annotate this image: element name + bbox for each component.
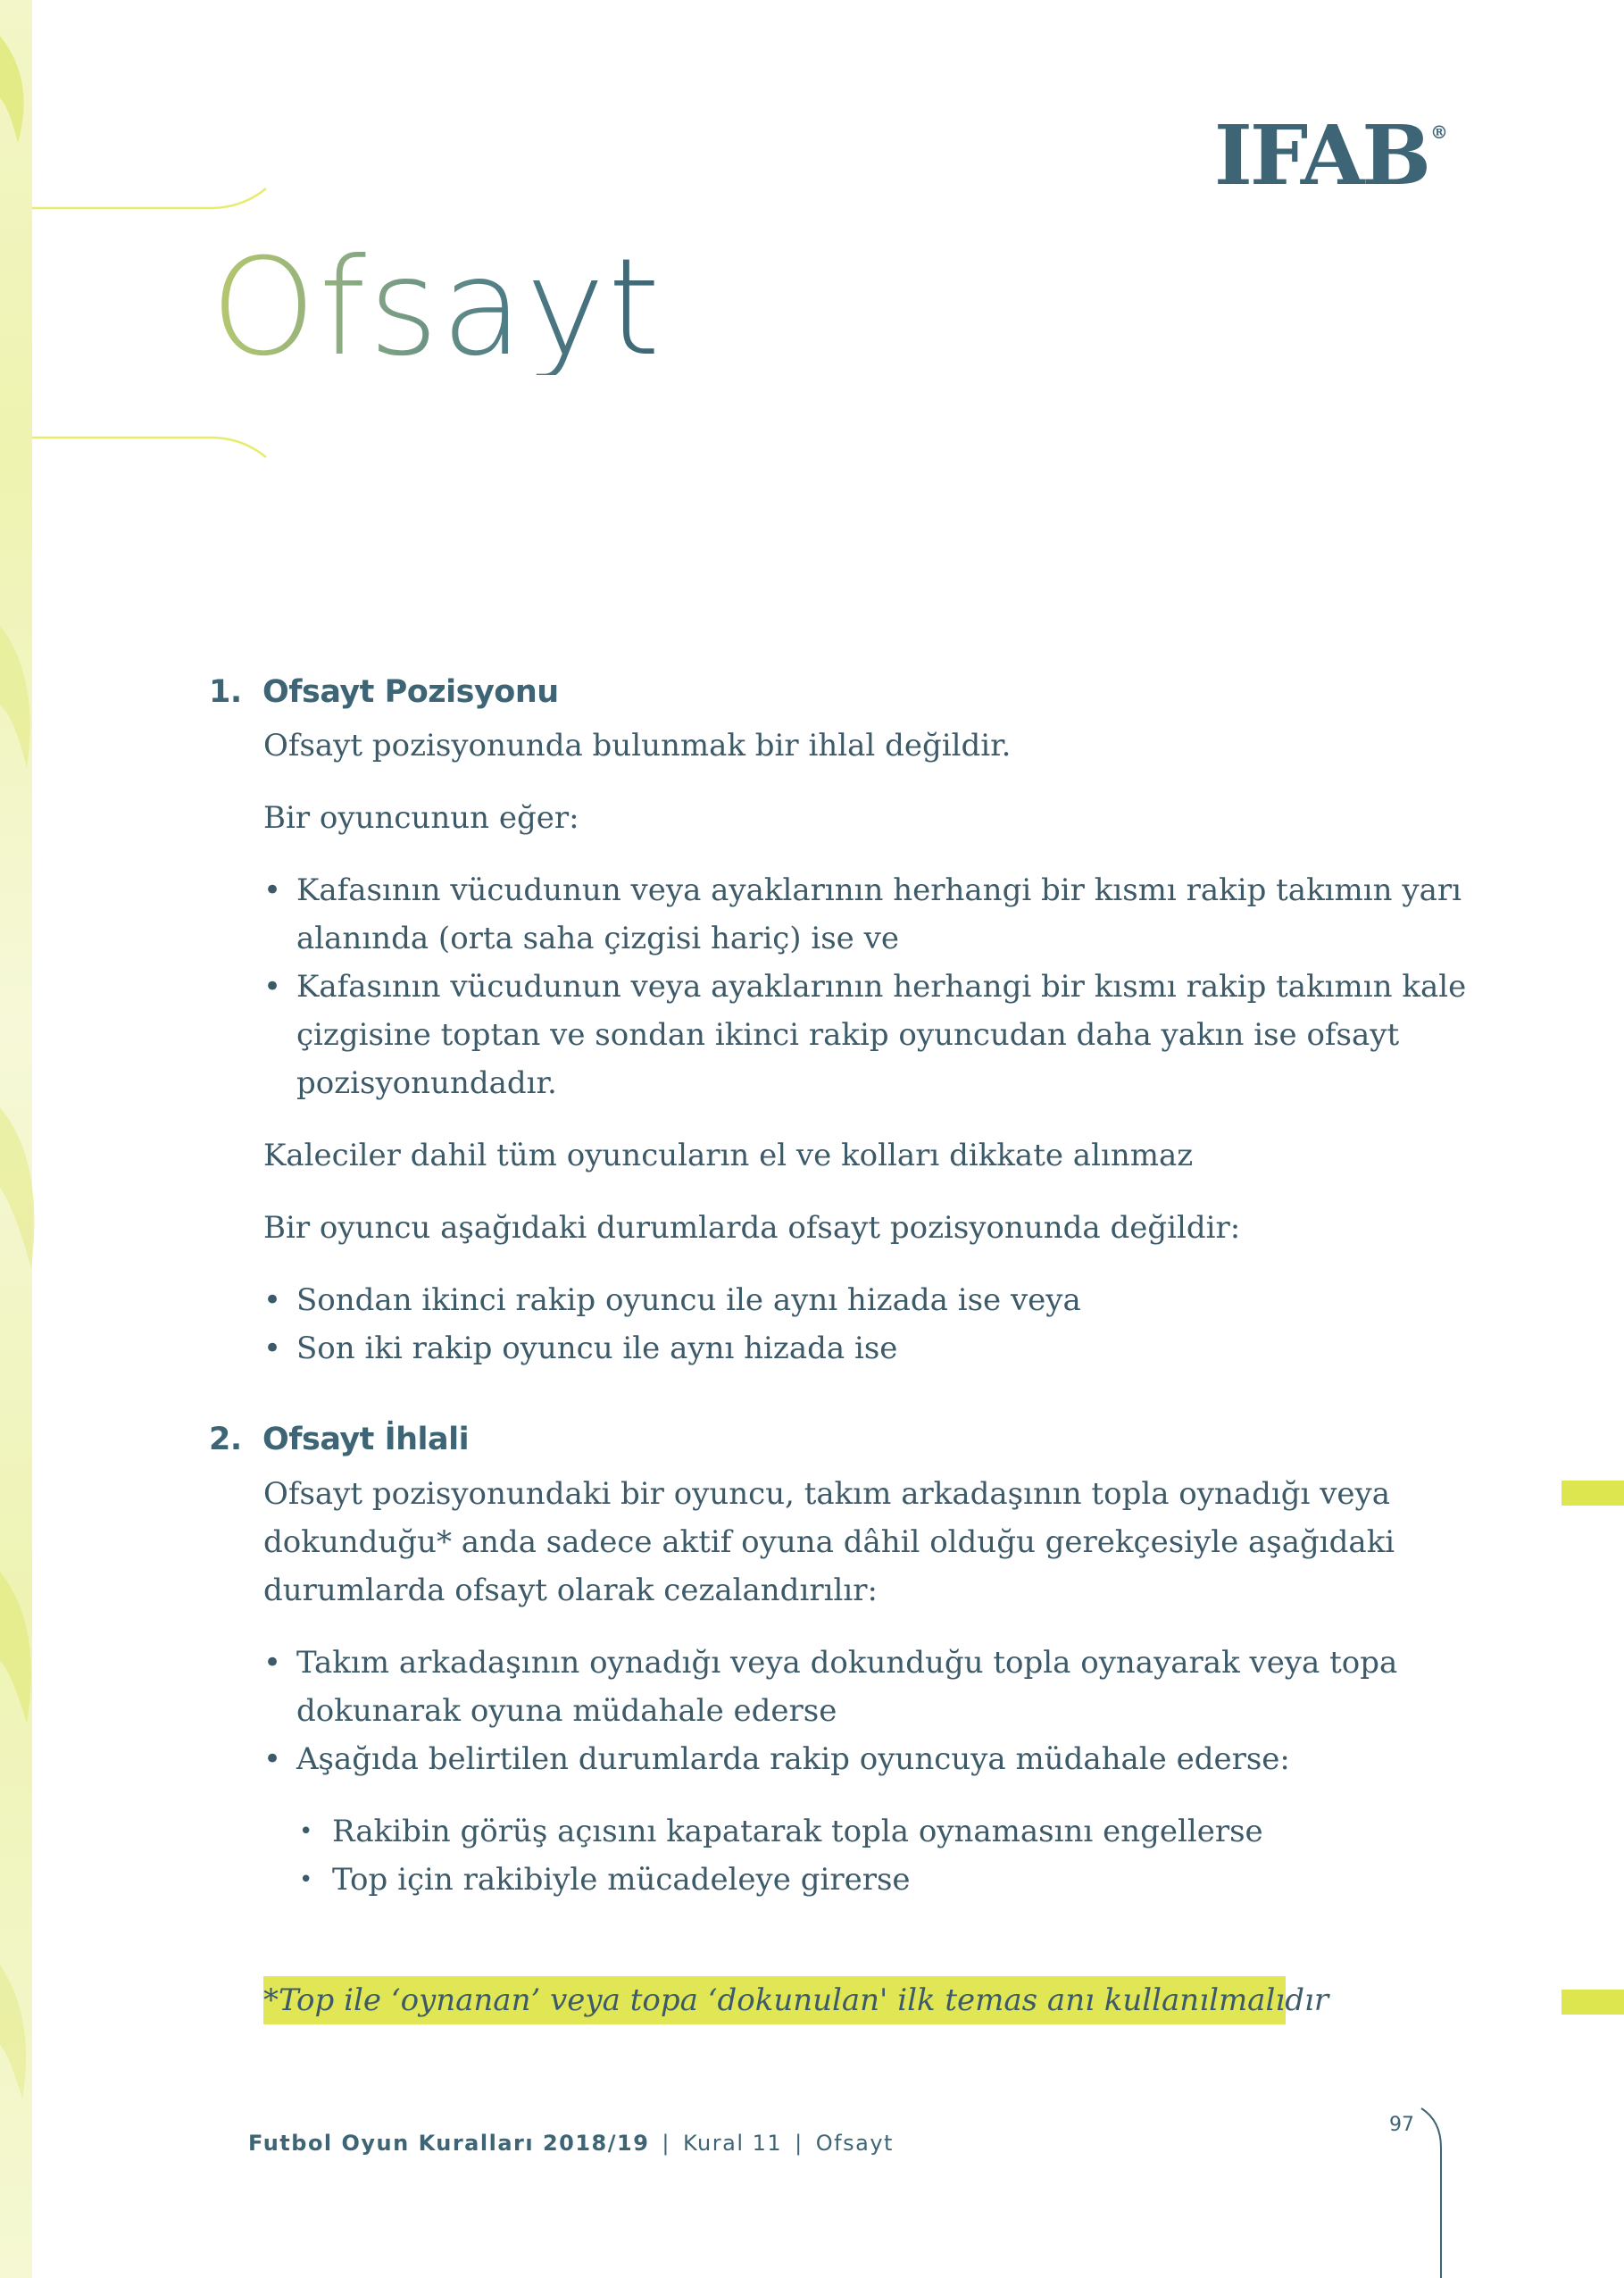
section-2-intro-line: Ofsayt pozisyonundaki bir oyuncu, takım arkadaşının topla oynadığı veya	[263, 1476, 1391, 1512]
section-1-paragraph: Kaleciler dahil tüm oyuncuların el ve kolları dikkate alınmaz	[263, 1138, 1194, 1173]
section-2-intro-line: durumlarda ofsayt olarak cezalandırılır:	[263, 1573, 878, 1608]
section-number: 2.	[209, 1422, 242, 1457]
footer-law: Kural 11	[683, 2131, 783, 2156]
footer-topic: Ofsayt	[815, 2131, 894, 2156]
page-number: 97	[1389, 2114, 1414, 2136]
section-title: Ofsayt Pozisyonu	[262, 674, 559, 710]
page-corner-line	[1420, 2103, 1455, 2278]
footnote-text: *Top ile ‘oynanan’ veya topa ‘dokunulan' ilk temas anı kullanılmalıdır	[263, 1982, 1329, 2018]
section-1-lead: Bir oyuncunun eğer:	[263, 800, 579, 836]
bullet-icon: •	[263, 1645, 282, 1681]
section-number: 1.	[209, 674, 242, 710]
bullet-icon: •	[263, 1331, 282, 1366]
section-1-intro: Ofsayt pozisyonunda bulunmak bir ihlal değildir.	[263, 728, 1012, 764]
sub-bullet-icon: •	[299, 1818, 313, 1845]
footer-book-title: Futbol Oyun Kuralları 2018/19	[248, 2131, 650, 2156]
right-edge-tab	[1562, 1481, 1624, 1506]
section-1-paragraph: Bir oyuncu aşağıdaki durumlarda ofsayt pozisyonunda değildir:	[263, 1210, 1241, 1246]
bullet-icon: •	[263, 872, 282, 908]
right-edge-tab	[1562, 1990, 1624, 2015]
ifab-logo: IFAB ®	[1213, 107, 1445, 204]
page-footer: Futbol Oyun Kuralları 2018/19 | Kural 11 | Ofsayt	[248, 2131, 894, 2156]
bullet-icon: •	[263, 1741, 282, 1777]
section-2-heading	[209, 1422, 469, 1457]
page-title: Ofsayt	[211, 230, 663, 386]
sub-bullet-icon: •	[299, 1866, 313, 1893]
bullet-icon: •	[263, 969, 282, 1005]
section-2-intro-line: dokunduğu* anda sadece aktif oyuna dâhil olduğu gerekçesiyle aşağıdaki	[263, 1524, 1395, 1560]
bullet-icon: •	[263, 1282, 282, 1318]
section-1-heading	[209, 674, 559, 710]
section-title: Ofsayt İhlali	[262, 1422, 470, 1457]
highlighted-footnote	[263, 1976, 1329, 2024]
